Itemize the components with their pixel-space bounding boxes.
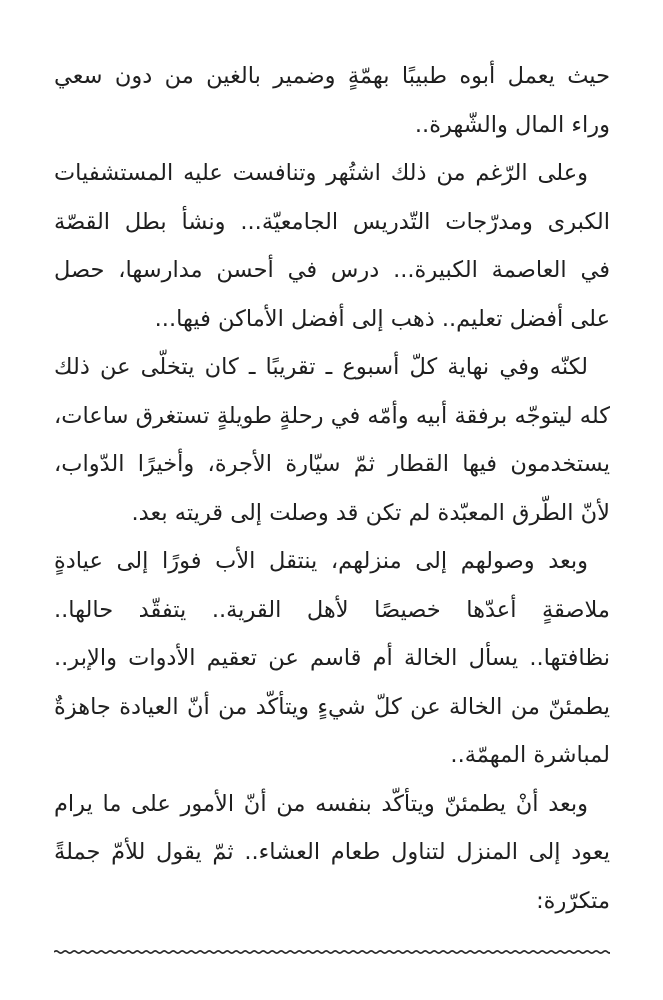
text-line: وراء المال والشّهرة.. <box>414 111 610 138</box>
text-line: الكبرى ومدرّجات التّدريس الجامعيّة... ونشأ بطل القصّة <box>54 208 610 235</box>
text-line: يستخدمون فيها القطار ثمّ سيّارة الأجرة، وأخيرًا الدّواب، <box>54 451 610 477</box>
wavy-divider <box>54 946 610 958</box>
paragraph-4 <box>54 537 610 780</box>
text-line: وبعد أنْ يطمئنّ ويتأكّد بنفسه من أنّ الأمور على ما يرام <box>54 790 588 817</box>
paragraph-2 <box>54 149 610 343</box>
wavy-divider-line <box>54 951 610 953</box>
text-line: وبعد وصولهم إلى منزلهم، ينتقل الأب فورًا إلى عيادةٍ <box>54 548 588 574</box>
text-line: حيث يعمل أبوه طبيبًا بهمّةٍ وضمير بالغين من دون سعي <box>54 63 610 89</box>
text-line: لأنّ الطّرق المعبّدة لم تكن قد وصلت إلى قريته بعد. <box>131 499 610 526</box>
text-line: نظافتها.. يسأل الخالة أم قاسم عن تعقيم الأدوات والإبر.. <box>54 645 610 671</box>
paragraph-1 <box>54 52 610 149</box>
text-line: لمباشرة المهمّة.. <box>450 742 610 768</box>
text-line: يطمئنّ من الخالة عن كلّ شيءٍ ويتأكّد من أنّ العيادة جاهزةٌ <box>54 693 610 720</box>
paragraph-3 <box>54 343 610 537</box>
text-line: يعود إلى المنزل لتناول طعام العشاء.. ثمّ يقول للأمّ جملةً <box>54 839 610 865</box>
text-line: في العاصمة الكبيرة... درس في أحسن مدارسها، حصل <box>54 257 610 283</box>
text-line: على أفضل تعليم.. ذهب إلى أفضل الأماكن فيها... <box>154 305 610 332</box>
paragraph-5 <box>54 780 610 926</box>
text-line: كله ليتوجّه برفقة أبيه وأمّه في رحلةٍ طويلةٍ تستغرق ساعات، <box>54 402 610 429</box>
text-line: لكنّه وفي نهاية كلّ أسبوع ـ تقريبًا ـ كان يتخلّى عن ذلك <box>54 354 588 380</box>
arabic-text-body <box>54 52 610 925</box>
text-line: ملاصقةٍ أعدّها خصيصًا لأهل القرية.. يتفقّد حالها.. <box>54 596 610 623</box>
text-line: متكرّرة: <box>536 887 610 914</box>
text-line: وعلى الرّغم من ذلك اشتُهر وتنافست عليه المستشفيات <box>54 160 588 186</box>
